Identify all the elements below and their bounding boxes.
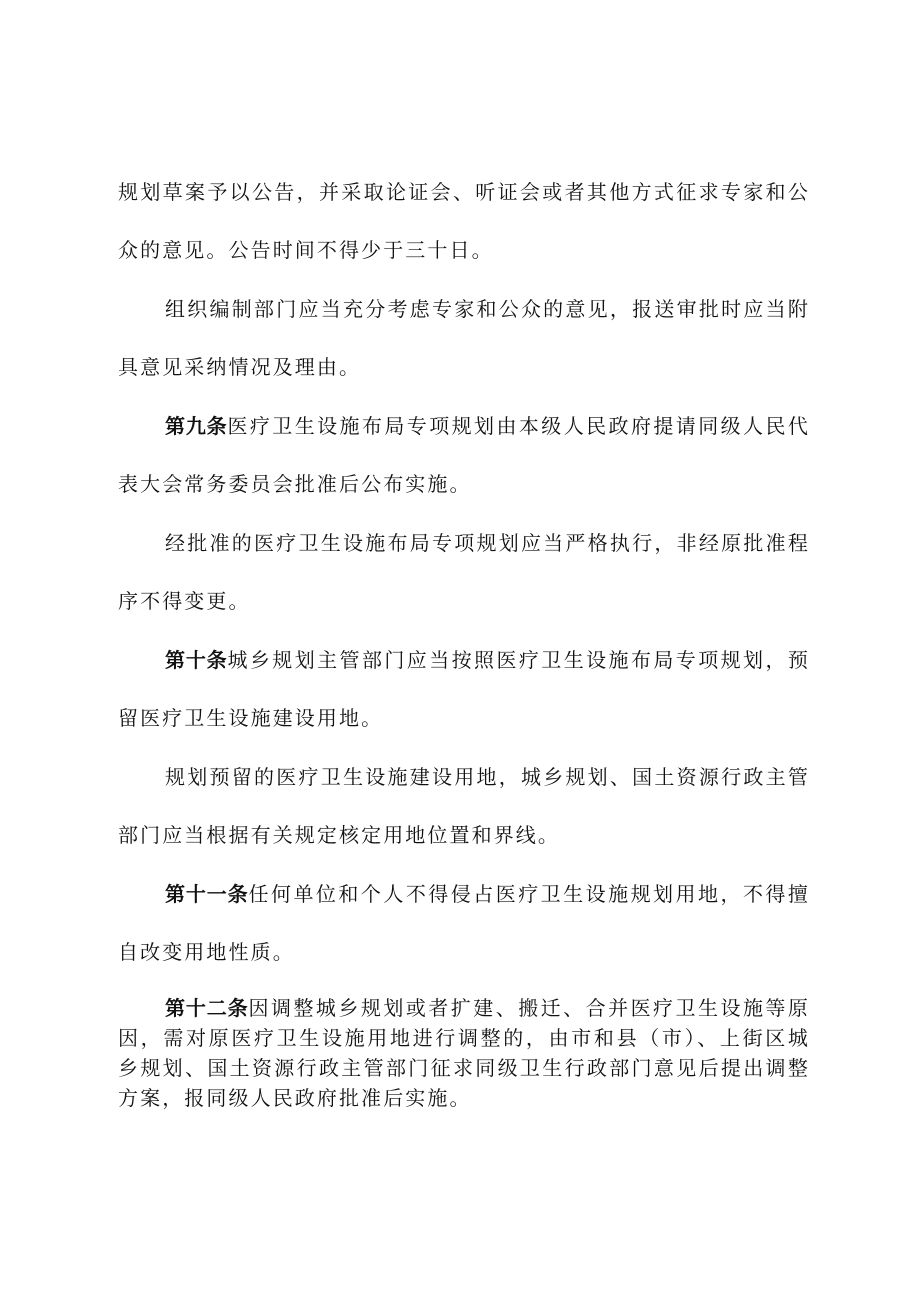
paragraph-text: 组织编制部门应当充分考虑专家和公众的意见，报送审批时应当附具意见采纳情况及理由。: [118, 297, 810, 379]
article-number: 第九条: [165, 414, 228, 438]
article-11: [118, 865, 810, 981]
paragraph-text: 规划预留的医疗卫生设施建设用地，城乡规划、国土资源行政主管部门应当根据有关规定核定用地位置和界线。: [118, 765, 810, 847]
article-number: 第十二条: [165, 996, 249, 1020]
article-10: [118, 631, 810, 747]
article-number: 第十一条: [165, 882, 249, 906]
paragraph-continuation: [118, 163, 810, 279]
article-number: 第十条: [165, 648, 228, 672]
article-9: [118, 397, 810, 513]
article-text: 因调整城乡规划或者扩建、搬迁、合并医疗卫生设施等原因，需对原医疗卫生设施用地进行调整的，由市和县（市）、上街区城乡规划、国土资源行政主管部门征求同级卫生行政部门意见后提出调整方案，报同级人民政府批准后实施。: [118, 996, 810, 1110]
paragraph: [118, 280, 810, 396]
article-text: 城乡规划主管部门应当按照医疗卫生设施布局专项规划，预留医疗卫生设施建设用地。: [118, 648, 810, 730]
paragraph-text: 经批准的医疗卫生设施布局专项规划应当严格执行，非经原批准程序不得变更。: [118, 531, 810, 613]
paragraph-text: 规划草案予以公告，并采取论证会、听证会或者其他方式征求专家和公众的意见。公告时间不得少于三十日。: [118, 180, 810, 262]
paragraph: [118, 514, 810, 630]
article-text: 任何单位和个人不得侵占医疗卫生设施规划用地，不得擅自改变用地性质。: [118, 882, 810, 964]
article-text: 医疗卫生设施布局专项规划由本级人民政府提请同级人民代表大会常务委员会批准后公布实施。: [118, 414, 810, 496]
article-12: [118, 993, 810, 1113]
paragraph: [118, 748, 810, 864]
